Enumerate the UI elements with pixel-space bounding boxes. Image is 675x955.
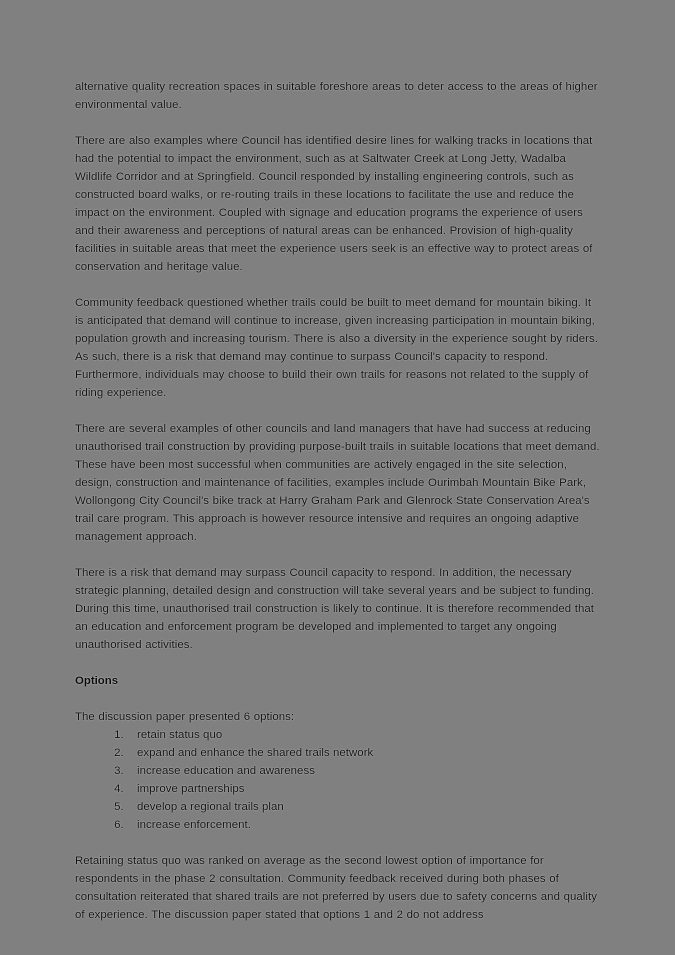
- paragraph-retaining-status-quo: Retaining status quo was ranked on average as the second lowest option of importance for respondents in the phase 2 consultation. Community feedback received during both phases of consultation reiterated that shared trails are not preferred by users due to safety concerns and quality of experience. The discussion paper stated that options 1 and 2 do not address: [75, 855, 597, 921]
- options-numbered-list: [75, 726, 600, 834]
- section-heading-options: Options: [75, 675, 119, 687]
- list-item: 2. expand and enhance the shared trails network: [127, 744, 600, 762]
- options-lead-in-text: The discussion paper presented 6 options:: [75, 711, 295, 723]
- list-item: 4. improve partnerships: [127, 780, 600, 798]
- paragraph-continuation-foreshore: alternative quality recreation spaces in suitable foreshore areas to deter access to the areas of higher environmental value.: [75, 81, 598, 111]
- paragraph-desire-lines: There are also examples where Council has identified desire lines for walking tracks in locations that had the potential to impact the environment, such as at Saltwater Creek at Long Jetty, Wadalba Wildlife Corridor and at Springfield. Council responded by installing engineering controls, such as constructed board walks, or re-routing trails in these locations to facilitate the use and reduce the impact on the environment. Coupled with signage and education programs the experience of users and their awareness and perceptions of natural areas can be enhanced. Provision of high-quality facilities in suitable areas that meet the experience users seek is an effective way to protect areas of conservation and heritage value.: [75, 135, 593, 273]
- list-item: 3. increase education and awareness: [127, 762, 600, 780]
- list-item: 6. increase enforcement.: [127, 816, 600, 834]
- paragraph-mountain-biking-demand: Community feedback questioned whether trails could be built to meet demand for mountain biking. It is anticipated that demand will continue to increase, given increasing participation in mountain biking, population growth and increasing tourism. There is also a diversity in the experience sought by riders. As such, there is a risk that demand may continue to surpass Council's capacity to respond. Furthermore, individuals may choose to build their own trails for reasons not related to the supply of riding experience.: [75, 297, 598, 399]
- paragraph-risk-and-recommendation: There is a risk that demand may surpass Council capacity to respond. In addition, the necessary strategic planning, detailed design and construction will take several years and be subject to funding. During this time, unauthorised trail construction is likely to continue. It is therefore recommended that an education and enforcement program be developed and implemented to target any ongoing unauthorised activities.: [75, 567, 595, 651]
- paragraph-other-councils-examples: There are several examples of other councils and land managers that have had success at reducing unauthorised trail construction by providing purpose-built trails in suitable locations that meet demand. These have been most successful when communities are actively engaged in the site selection, design, construction and maintenance of facilities, examples include Ourimbah Mountain Bike Park, Wollongong City Council's bike track at Harry Graham Park and Glenrock State Conservation Area's trail care program. This approach is however resource intensive and requires an ongoing adaptive management approach.: [75, 423, 600, 543]
- list-item: 5. develop a regional trails plan: [127, 798, 600, 816]
- list-item: 1. retain status quo: [127, 726, 600, 744]
- document-text-column: [75, 78, 600, 924]
